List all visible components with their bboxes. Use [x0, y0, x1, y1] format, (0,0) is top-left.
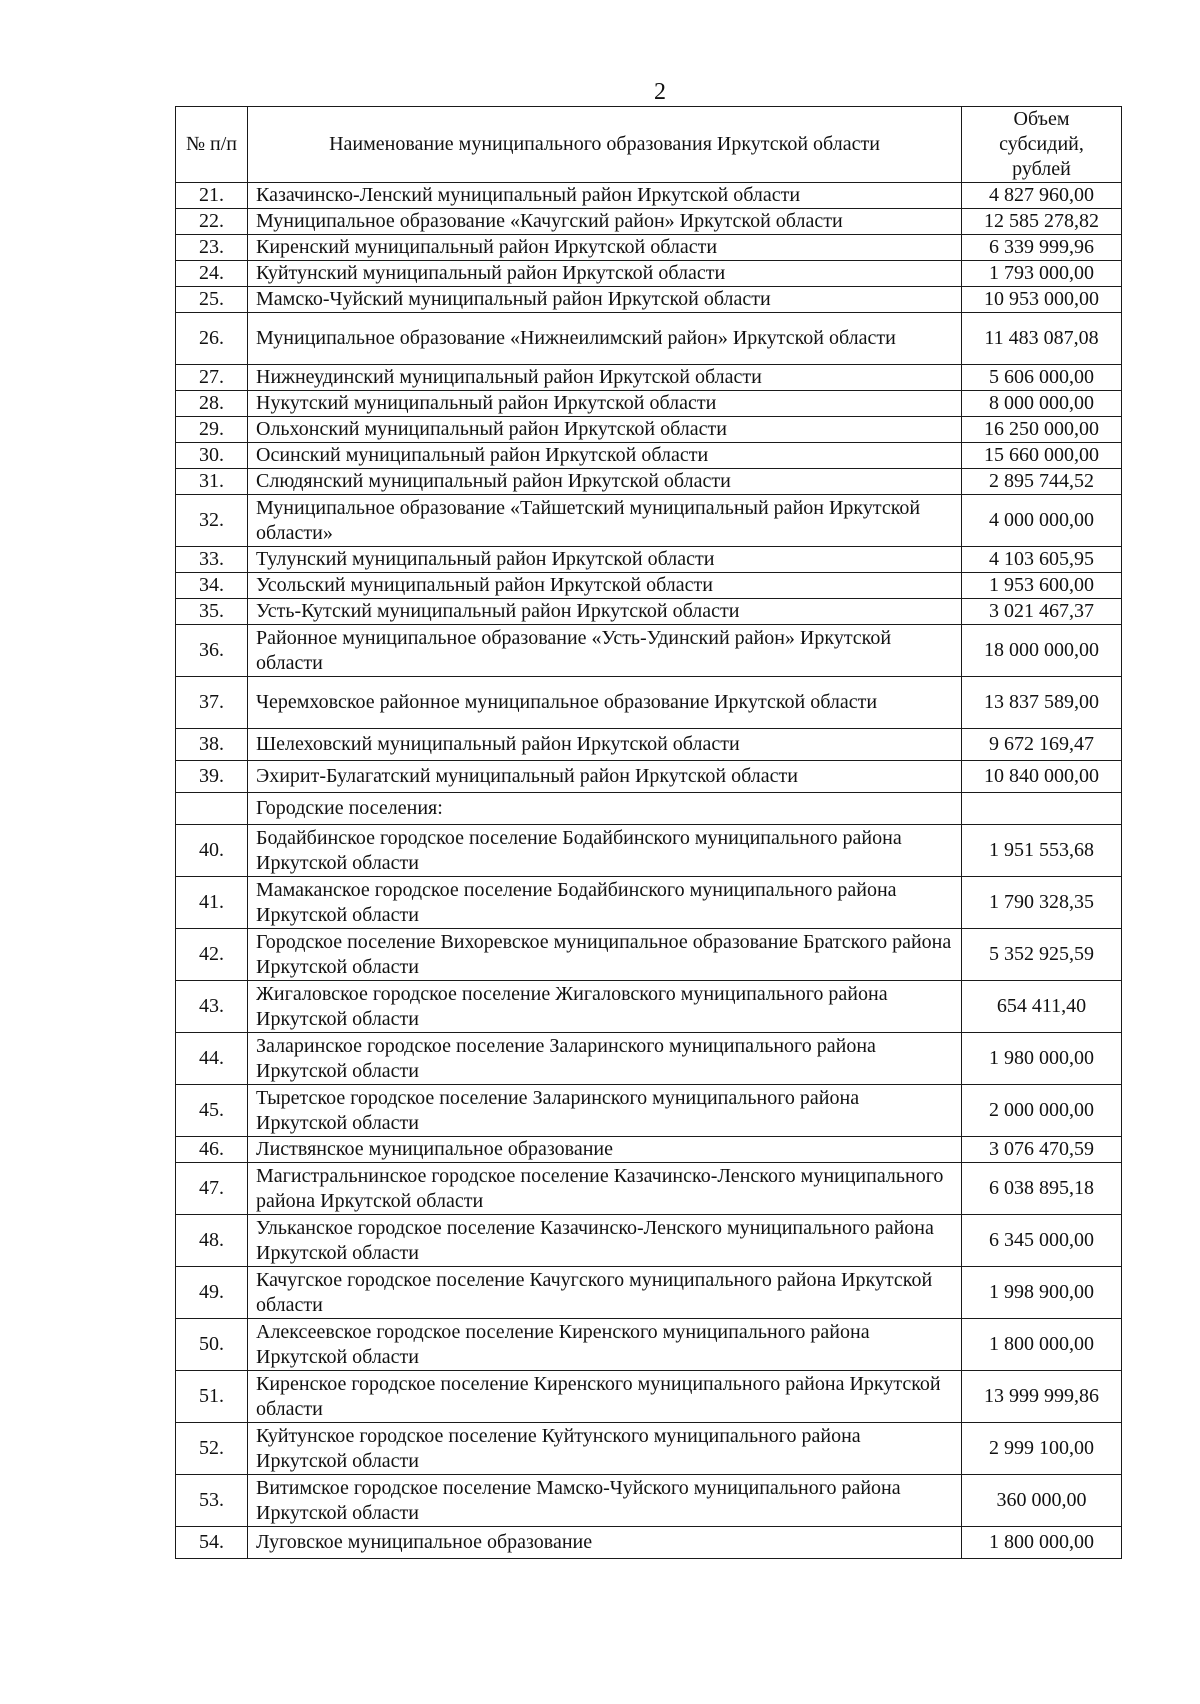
row-name: Ульканское городское поселение Казачинско-Ленского муниципального района Иркутской области [248, 1215, 962, 1267]
page-number: 2 [654, 79, 666, 105]
row-name: Заларинское городское поселение Заларинского муниципального района Иркутской области [248, 1033, 962, 1085]
row-number: 48. [176, 1215, 248, 1267]
row-amount: 1 953 600,00 [962, 573, 1122, 599]
row-name: Киренский муниципальный район Иркутской области [248, 235, 962, 261]
row-name: Качугское городское поселение Качугского муниципального района Иркутской области [248, 1267, 962, 1319]
subsidies-table [175, 106, 1122, 1559]
table-row [176, 261, 1122, 287]
row-name: Городские поселения: [248, 793, 962, 825]
row-amount: 2 999 100,00 [962, 1423, 1122, 1475]
row-amount: 9 672 169,47 [962, 729, 1122, 761]
table-row [176, 677, 1122, 729]
row-amount: 11 483 087,08 [962, 313, 1122, 365]
table-row [176, 1137, 1122, 1163]
table-row [176, 825, 1122, 877]
row-name: Муниципальное образование «Качугский район» Иркутской области [248, 209, 962, 235]
table-row [176, 1215, 1122, 1267]
table-row [176, 417, 1122, 443]
row-amount: 4 103 605,95 [962, 547, 1122, 573]
row-name: Ольхонский муниципальный район Иркутской области [248, 417, 962, 443]
table-row [176, 981, 1122, 1033]
row-amount: 8 000 000,00 [962, 391, 1122, 417]
row-number: 47. [176, 1163, 248, 1215]
row-amount: 1 793 000,00 [962, 261, 1122, 287]
row-number: 50. [176, 1319, 248, 1371]
row-amount: 4 827 960,00 [962, 183, 1122, 209]
row-name: Алексеевское городское поселение Киренского муниципального района Иркутской области [248, 1319, 962, 1371]
row-number: 45. [176, 1085, 248, 1137]
table-row [176, 287, 1122, 313]
row-amount: 360 000,00 [962, 1475, 1122, 1527]
row-number: 39. [176, 761, 248, 793]
table-row [176, 183, 1122, 209]
row-number: 53. [176, 1475, 248, 1527]
row-amount: 4 000 000,00 [962, 495, 1122, 547]
row-number: 27. [176, 365, 248, 391]
table-row [176, 1267, 1122, 1319]
row-amount: 3 021 467,37 [962, 599, 1122, 625]
row-number: 25. [176, 287, 248, 313]
row-number: 46. [176, 1137, 248, 1163]
row-amount: 1 790 328,35 [962, 877, 1122, 929]
row-number: 42. [176, 929, 248, 981]
table-row [176, 547, 1122, 573]
row-name: Усть-Кутский муниципальный район Иркутской области [248, 599, 962, 625]
header-amount: Объем субсидий, рублей [962, 107, 1122, 183]
row-number: 34. [176, 573, 248, 599]
row-number [176, 793, 248, 825]
row-number: 36. [176, 625, 248, 677]
row-name: Киренское городское поселение Киренского муниципального района Иркутской области [248, 1371, 962, 1423]
row-number: 24. [176, 261, 248, 287]
row-number: 49. [176, 1267, 248, 1319]
table-row [176, 391, 1122, 417]
row-amount [962, 793, 1122, 825]
table-row [176, 365, 1122, 391]
row-amount: 3 076 470,59 [962, 1137, 1122, 1163]
row-number: 23. [176, 235, 248, 261]
row-number: 33. [176, 547, 248, 573]
table-row [176, 1371, 1122, 1423]
row-number: 51. [176, 1371, 248, 1423]
table-row [176, 877, 1122, 929]
row-amount: 1 800 000,00 [962, 1527, 1122, 1559]
row-name: Черемховское районное муниципальное образование Иркутской области [248, 677, 962, 729]
row-name: Осинский муниципальный район Иркутской области [248, 443, 962, 469]
row-number: 41. [176, 877, 248, 929]
row-amount: 1 800 000,00 [962, 1319, 1122, 1371]
row-number: 43. [176, 981, 248, 1033]
row-amount: 5 352 925,59 [962, 929, 1122, 981]
table-row [176, 1319, 1122, 1371]
row-name: Листвянское муниципальное образование [248, 1137, 962, 1163]
row-name: Бодайбинское городское поселение Бодайбинского муниципального района Иркутской области [248, 825, 962, 877]
row-number: 37. [176, 677, 248, 729]
table-row [176, 625, 1122, 677]
row-number: 22. [176, 209, 248, 235]
row-name: Луговское муниципальное образование [248, 1527, 962, 1559]
row-name: Тыретское городское поселение Заларинского муниципального района Иркутской области [248, 1085, 962, 1137]
row-amount: 18 000 000,00 [962, 625, 1122, 677]
row-number: 40. [176, 825, 248, 877]
row-amount: 6 345 000,00 [962, 1215, 1122, 1267]
row-number: 26. [176, 313, 248, 365]
table-row [176, 1033, 1122, 1085]
row-amount: 13 837 589,00 [962, 677, 1122, 729]
table-row [176, 1085, 1122, 1137]
row-number: 52. [176, 1423, 248, 1475]
header-name: Наименование муниципального образования Иркутской области [248, 107, 962, 183]
table-row [176, 443, 1122, 469]
table-row [176, 929, 1122, 981]
table-row [176, 1527, 1122, 1559]
row-number: 38. [176, 729, 248, 761]
header-number: № п/п [176, 107, 248, 183]
row-amount: 12 585 278,82 [962, 209, 1122, 235]
row-name: Нукутский муниципальный район Иркутской области [248, 391, 962, 417]
row-amount: 10 953 000,00 [962, 287, 1122, 313]
table-row [176, 1163, 1122, 1215]
row-number: 21. [176, 183, 248, 209]
row-name: Магистральнинское городское поселение Казачинско-Ленского муниципального района Иркутской области [248, 1163, 962, 1215]
table-row [176, 599, 1122, 625]
row-amount: 5 606 000,00 [962, 365, 1122, 391]
row-number: 30. [176, 443, 248, 469]
row-name: Мамаканское городское поселение Бодайбинского муниципального района Иркутской области [248, 877, 962, 929]
table-header [176, 107, 1122, 183]
table-row [176, 761, 1122, 793]
row-amount: 10 840 000,00 [962, 761, 1122, 793]
row-name: Витимское городское поселение Мамско-Чуйского муниципального района Иркутской области [248, 1475, 962, 1527]
table-row [176, 495, 1122, 547]
row-number: 31. [176, 469, 248, 495]
row-name: Эхирит-Булагатский муниципальный район Иркутской области [248, 761, 962, 793]
table-body [176, 183, 1122, 1559]
row-name: Муниципальное образование «Нижнеилимский район» Иркутской области [248, 313, 962, 365]
row-name: Тулунский муниципальный район Иркутской области [248, 547, 962, 573]
row-name: Районное муниципальное образование «Усть-Удинский район» Иркутской области [248, 625, 962, 677]
row-name: Казачинско-Ленский муниципальный район Иркутской области [248, 183, 962, 209]
row-amount: 6 339 999,96 [962, 235, 1122, 261]
row-name: Куйтунское городское поселение Куйтунского муниципального района Иркутской области [248, 1423, 962, 1475]
table-row [176, 235, 1122, 261]
table-row [176, 1475, 1122, 1527]
row-number: 28. [176, 391, 248, 417]
row-name: Муниципальное образование «Тайшетский муниципальный район Иркутской области» [248, 495, 962, 547]
row-name: Нижнеудинский муниципальный район Иркутской области [248, 365, 962, 391]
row-name: Жигаловское городское поселение Жигаловского муниципального района Иркутской области [248, 981, 962, 1033]
row-amount: 6 038 895,18 [962, 1163, 1122, 1215]
row-name: Слюдянский муниципальный район Иркутской области [248, 469, 962, 495]
row-amount: 2 000 000,00 [962, 1085, 1122, 1137]
table-row [176, 209, 1122, 235]
row-amount: 1 980 000,00 [962, 1033, 1122, 1085]
row-amount: 13 999 999,86 [962, 1371, 1122, 1423]
row-number: 35. [176, 599, 248, 625]
table-row [176, 573, 1122, 599]
row-name: Мамско-Чуйский муниципальный район Иркутской области [248, 287, 962, 313]
row-amount: 1 951 553,68 [962, 825, 1122, 877]
table-row [176, 1423, 1122, 1475]
row-name: Городское поселение Вихоревское муниципальное образование Братского района Иркутской области [248, 929, 962, 981]
row-amount: 2 895 744,52 [962, 469, 1122, 495]
row-amount: 1 998 900,00 [962, 1267, 1122, 1319]
row-name: Шелеховский муниципальный район Иркутской области [248, 729, 962, 761]
row-amount: 16 250 000,00 [962, 417, 1122, 443]
row-name: Усольский муниципальный район Иркутской области [248, 573, 962, 599]
row-number: 32. [176, 495, 248, 547]
row-number: 54. [176, 1527, 248, 1559]
table-row [176, 313, 1122, 365]
row-number: 29. [176, 417, 248, 443]
section-row [176, 793, 1122, 825]
row-number: 44. [176, 1033, 248, 1085]
row-name: Куйтунский муниципальный район Иркутской области [248, 261, 962, 287]
row-amount: 15 660 000,00 [962, 443, 1122, 469]
table-row [176, 729, 1122, 761]
table-row [176, 469, 1122, 495]
row-amount: 654 411,40 [962, 981, 1122, 1033]
